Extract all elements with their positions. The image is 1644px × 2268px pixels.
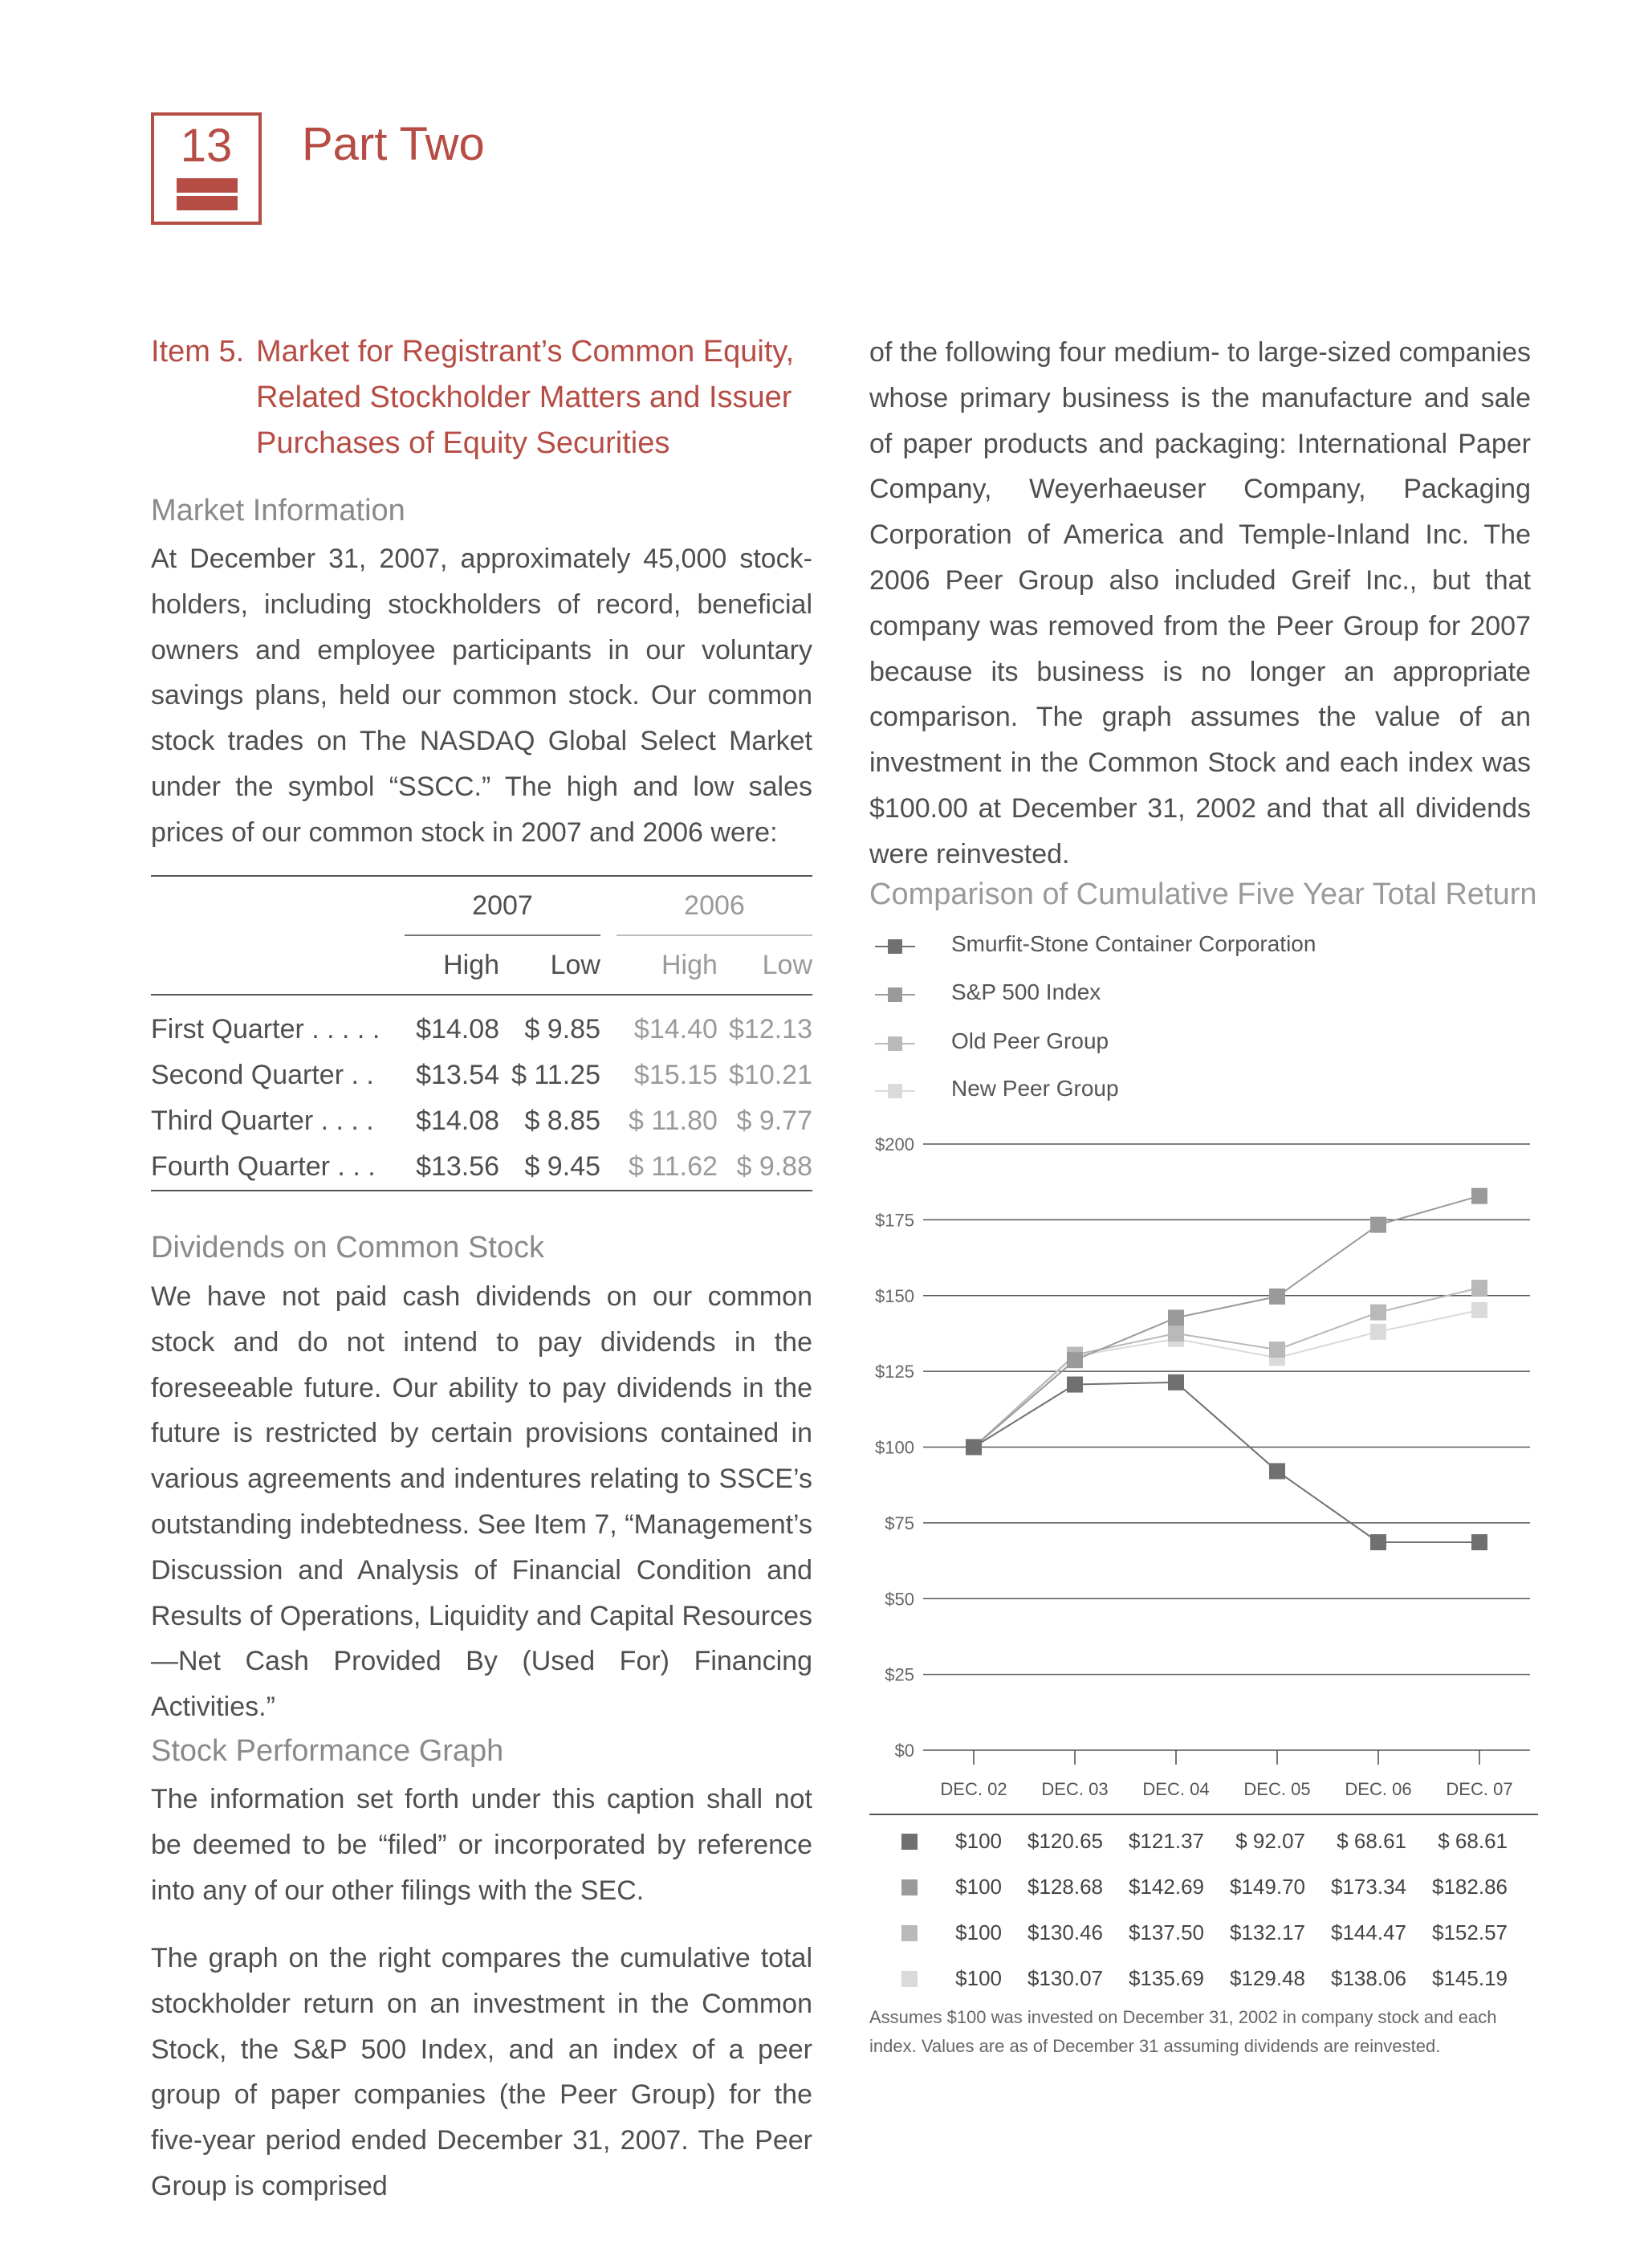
page-number-badge <box>151 112 262 225</box>
data-point <box>1471 1188 1487 1204</box>
cell: $ 9.88 <box>736 1151 812 1182</box>
y-tick-label: $150 <box>875 1285 914 1306</box>
cell: $ 9.77 <box>736 1105 812 1136</box>
x-tick-label: DEC. 06 <box>1345 1779 1412 1799</box>
market-info-paragraph: At December 31, 2007, approximately 45,000 stock-holders, including stockholders of record, beneficial owners and employee participants in our voluntary savings plans, held our common stock. Our common stock trades on The NASDAQ Global Select Market under the symbol “SSCC.” The high and low sales prices of our common stock in 2007 and 2006 were: <box>151 544 812 848</box>
series-swatch <box>901 1879 918 1895</box>
price-table <box>151 875 812 1191</box>
chart-footnote: Assumes $100 was invested on December 31, 2002 in company stock and each index. Values are as of December 31 assuming dividends are reinvested. <box>869 2007 1497 2056</box>
row-label: First Quarter . . . . . <box>151 1014 380 1044</box>
series-swatch <box>901 1971 918 1987</box>
peer-group-paragraph: of the following four medium- to large-sized companies whose primary business is the manufacture and sale of paper products and packaging: International Paper Company, Weyerhaeuser Company, Packaging Corporation of America and Temple-Inland Inc. The 2006 Peer Group also included Greif Inc., but that company was removed from the Peer Group for 2007 because its business is no longer an appropriate comparison. The graph assumes the value of an investment in the Common Stock and each index was $100.00 at December 31, 2002 and that all dividends were reinvested. <box>869 337 1531 869</box>
data-value: $129.48 <box>1230 1966 1305 1990</box>
cell: $ 11.62 <box>628 1151 718 1182</box>
col-header: High <box>443 949 500 980</box>
cell: $14.40 <box>633 1014 718 1044</box>
series-line <box>974 1288 1479 1447</box>
data-value: $100 <box>955 1966 1002 1990</box>
data-value: $130.46 <box>1028 1920 1103 1944</box>
data-value: $ 68.61 <box>1337 1829 1406 1853</box>
item5-number: Item 5. <box>151 335 245 368</box>
series-swatch <box>901 1925 918 1941</box>
row-label: Third Quarter . . . . <box>151 1105 374 1136</box>
data-value: $182.86 <box>1432 1875 1508 1899</box>
data-value: $152.57 <box>1432 1920 1508 1944</box>
cell: $13.54 <box>416 1060 500 1090</box>
legend-label: Old Peer Group <box>951 1028 1109 1053</box>
page-number: 13 <box>180 120 233 172</box>
cell: $10.21 <box>729 1060 812 1090</box>
data-point <box>1370 1324 1386 1340</box>
badge-bar-top <box>177 178 238 193</box>
data-value: $128.68 <box>1028 1875 1103 1899</box>
data-value: $173.34 <box>1331 1875 1406 1899</box>
data-value: $138.06 <box>1331 1966 1406 1990</box>
row-label: Second Quarter . . <box>151 1060 374 1090</box>
data-value: $130.07 <box>1028 1966 1103 1990</box>
cell: $13.56 <box>416 1151 500 1182</box>
data-point <box>966 1439 982 1456</box>
data-point <box>1370 1305 1386 1321</box>
data-point <box>1269 1342 1285 1358</box>
data-point <box>1370 1534 1386 1550</box>
data-point <box>1269 1289 1285 1305</box>
year-2007: 2007 <box>405 876 600 935</box>
x-tick-label: DEC. 04 <box>1142 1779 1210 1799</box>
table-row <box>151 1053 812 1098</box>
cell: $15.15 <box>633 1060 718 1090</box>
series-swatch <box>901 1834 918 1850</box>
series-line <box>974 1382 1479 1542</box>
legend-item <box>875 931 1437 963</box>
item5-title-line: Purchases of Equity Securities <box>256 426 670 460</box>
data-point <box>1370 1217 1386 1233</box>
data-point <box>1067 1377 1083 1393</box>
cell: $14.08 <box>416 1014 500 1044</box>
dividends-paragraph: We have not paid cash dividends on our common stock and do not intend to pay dividends in the foreseeable future. Our ability to pay dividends in the future is restricted by certain provisions contained in various agreements and indentures relating to SSCE’s outstanding indebtedness. See Item 7, “Management’s Discussion and Analysis of Financial Condition and Results of Operations, Liquidity and Capital Resources—Net Cash Provided By (Used For) Financing Activities.” <box>151 1281 812 1723</box>
col-header: High <box>661 949 718 980</box>
cell: $ 9.45 <box>524 1151 600 1182</box>
chart-title: Comparison of Cumulative Five Year Total Return <box>869 877 1537 911</box>
cell: $ 11.25 <box>511 1060 600 1090</box>
y-tick-label: $75 <box>885 1513 914 1533</box>
cell: $ 11.80 <box>628 1105 718 1136</box>
item5-title-line: Related Stockholder Matters and Issuer <box>256 381 792 414</box>
y-tick-label: $50 <box>885 1589 914 1610</box>
y-tick-label: $25 <box>885 1664 914 1685</box>
data-value: $100 <box>955 1829 1002 1853</box>
data-point <box>1168 1309 1184 1325</box>
table-row <box>151 1098 812 1144</box>
data-point <box>1168 1325 1184 1342</box>
data-value: $145.19 <box>1432 1966 1508 1990</box>
y-tick-label: $125 <box>875 1362 914 1382</box>
y-tick-label: $0 <box>894 1741 914 1761</box>
cell: $ 9.85 <box>524 1014 600 1044</box>
y-tick-label: $175 <box>875 1210 914 1231</box>
perf-graph-paragraph-1: The information set forth under this caption shall not be deemed to be “filed” or incorporated by reference into any of our other filings with the SEC. <box>151 1784 812 1906</box>
perf-graph-heading: Stock Performance Graph <box>151 1734 504 1768</box>
data-value: $ 92.07 <box>1235 1829 1305 1853</box>
data-point <box>1067 1352 1083 1368</box>
data-value: $120.65 <box>1028 1829 1103 1853</box>
series-line <box>974 1196 1479 1448</box>
col-header: Low <box>550 949 600 980</box>
y-tick-label: $200 <box>875 1134 914 1154</box>
col-header: Low <box>762 949 812 980</box>
market-info-heading: Market Information <box>151 494 405 527</box>
legend-label: S&P 500 Index <box>951 979 1101 1004</box>
part-title: Part Two <box>302 118 485 170</box>
row-label: Fourth Quarter . . . <box>151 1151 376 1182</box>
data-value: $135.69 <box>1129 1966 1204 1990</box>
legend-label: Smurfit-Stone Container Corporation <box>951 931 1316 956</box>
data-point <box>1168 1374 1184 1391</box>
data-value: $132.17 <box>1230 1920 1305 1944</box>
legend-item <box>875 1028 1437 1061</box>
data-point <box>1471 1302 1487 1318</box>
perf-graph-paragraph-2: The graph on the right compares the cumulative total stockholder return on an investment in the Common Stock, the S&P 500 Index, and an index of a peer group of paper companies (the Peer Group) for the five-year period ended December 31, 2007. The Peer Group is comprised <box>151 1943 812 2201</box>
data-value: $142.69 <box>1129 1875 1204 1899</box>
data-point <box>1269 1463 1285 1479</box>
x-tick-label: DEC. 05 <box>1243 1779 1311 1799</box>
cell: $12.13 <box>729 1014 812 1044</box>
dividends-heading: Dividends on Common Stock <box>151 1231 544 1264</box>
cell: $14.08 <box>416 1105 500 1136</box>
data-point <box>1471 1534 1487 1550</box>
data-point <box>1471 1280 1487 1296</box>
table-row <box>151 1007 812 1053</box>
legend-item <box>875 979 1437 1012</box>
cell: $ 8.85 <box>524 1105 600 1136</box>
table-row <box>151 1144 812 1191</box>
data-value: $100 <box>955 1920 1002 1944</box>
performance-chart <box>869 1124 1544 1999</box>
data-value: $137.50 <box>1129 1920 1204 1944</box>
data-value: $144.47 <box>1331 1920 1406 1944</box>
data-value: $ 68.61 <box>1438 1829 1508 1853</box>
badge-bar-bottom <box>177 196 238 210</box>
legend-label: New Peer Group <box>951 1076 1119 1101</box>
x-tick-label: DEC. 02 <box>940 1779 1007 1799</box>
legend-item <box>875 1076 1437 1108</box>
y-tick-label: $100 <box>875 1437 914 1458</box>
item5-title-line: Market for Registrant’s Common Equity, <box>256 335 795 368</box>
x-tick-label: DEC. 03 <box>1041 1779 1109 1799</box>
data-value: $100 <box>955 1875 1002 1899</box>
data-value: $149.70 <box>1230 1875 1305 1899</box>
x-tick-label: DEC. 07 <box>1446 1779 1513 1799</box>
data-value: $121.37 <box>1129 1829 1204 1853</box>
year-2006: 2006 <box>616 876 812 935</box>
